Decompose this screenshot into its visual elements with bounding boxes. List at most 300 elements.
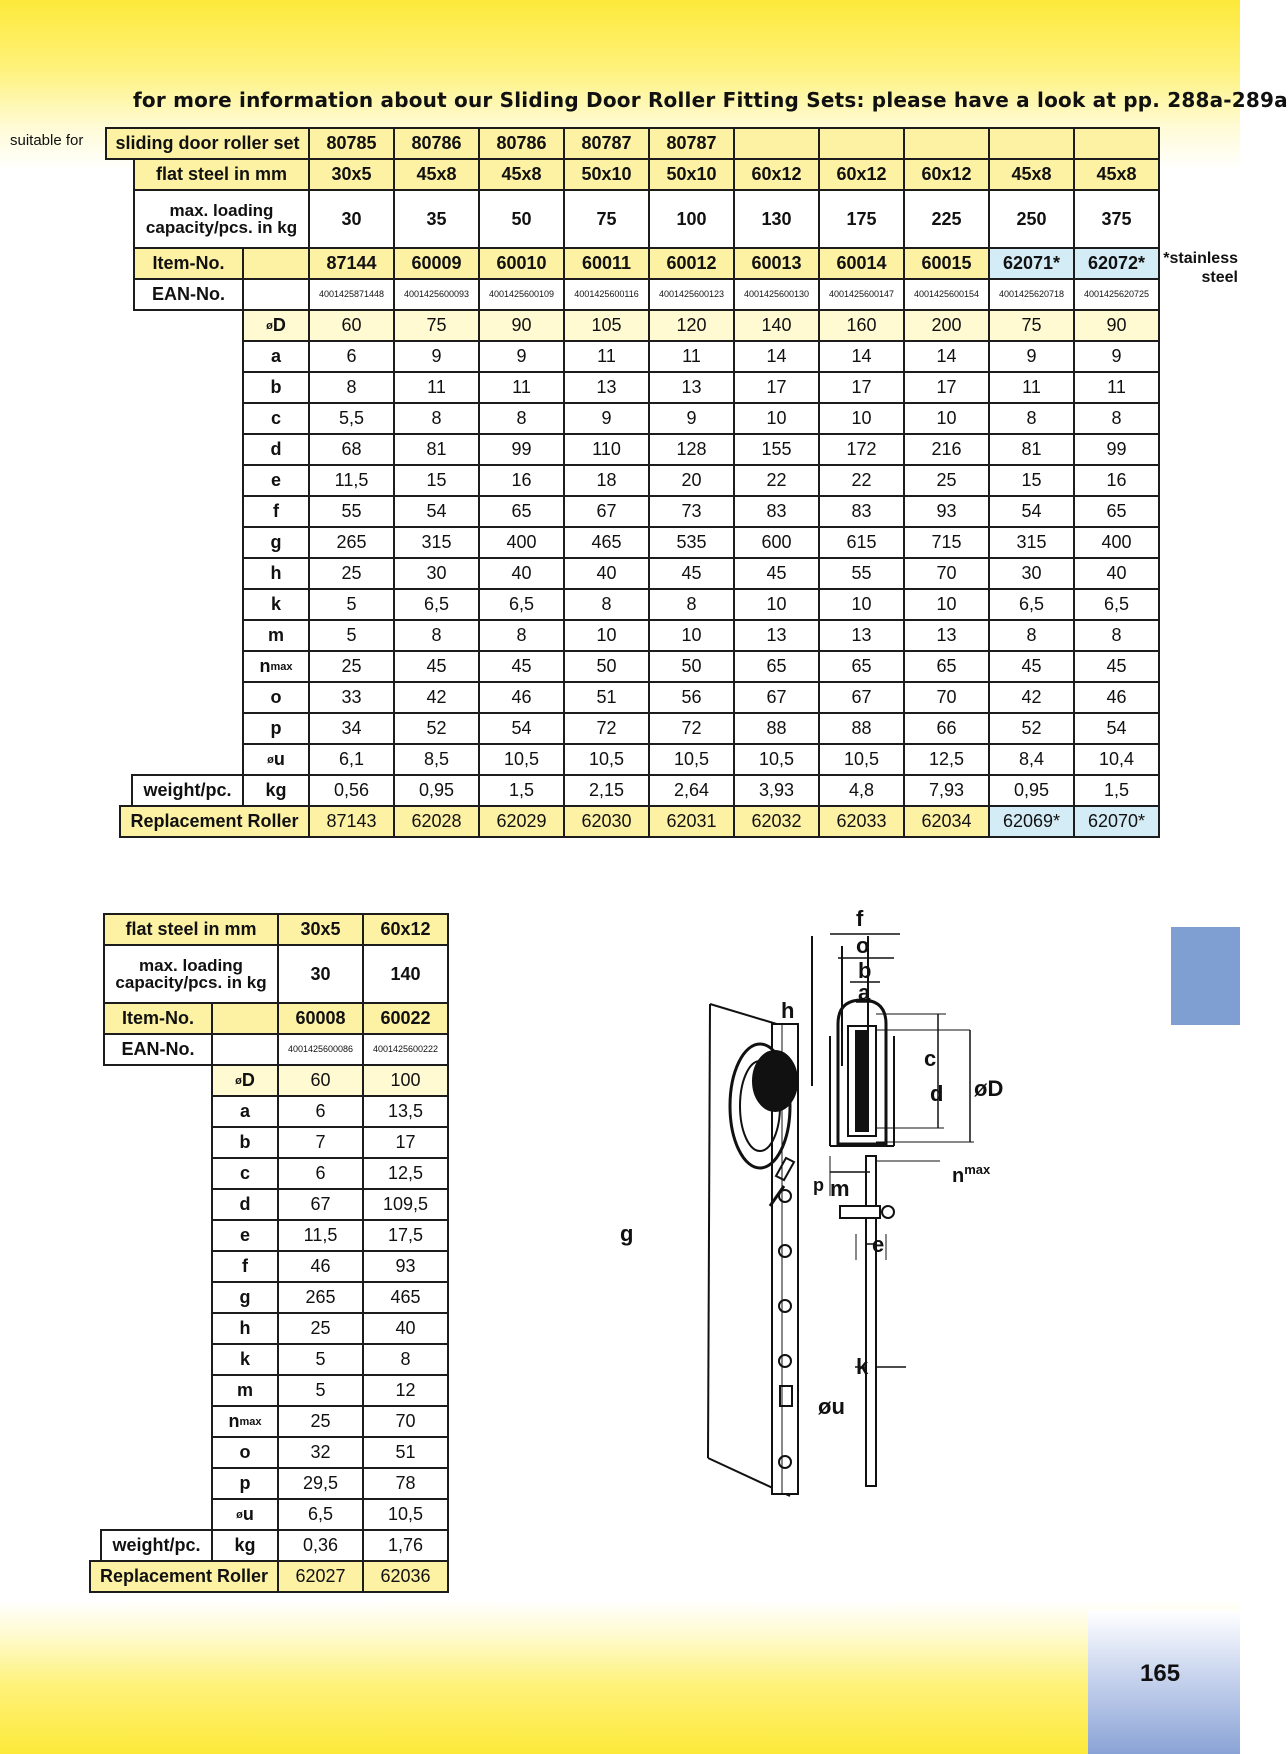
dimension-value: 40 (478, 557, 565, 590)
weight-value: 1,5 (478, 774, 565, 807)
dimension-value: 46 (277, 1250, 364, 1283)
dimension-value: 172 (818, 433, 905, 466)
item-value: 60009 (393, 247, 480, 280)
dimension-value: 51 (362, 1436, 449, 1469)
dimension-value: 160 (818, 309, 905, 342)
dimension-value: 465 (362, 1281, 449, 1314)
dimension-value: 11 (478, 371, 565, 404)
dimension-value: 46 (478, 681, 565, 714)
dimension-value: 400 (478, 526, 565, 559)
dimension-value: 17,5 (362, 1219, 449, 1252)
dimension-value: 10 (818, 402, 905, 435)
repl-value: 62070* (1073, 805, 1160, 838)
dimension-value: 52 (988, 712, 1075, 745)
dimension-value: 9 (988, 340, 1075, 373)
row-label-kg: kg (211, 1529, 279, 1562)
weight-value: 0,36 (277, 1529, 364, 1562)
dimension-value: 10 (903, 588, 990, 621)
item-value: 60011 (563, 247, 650, 280)
dimension-value: 65 (733, 650, 820, 683)
page-headline: for more information about our Sliding Door Roller Fitting Sets: please have a look at pp. 288a-289a (133, 88, 1288, 112)
row-label-replacement-roller: Replacement Roller (89, 1560, 279, 1593)
weight-value: 0,95 (393, 774, 480, 807)
dimension-value: 5 (277, 1374, 364, 1407)
dimension-value: 100 (362, 1064, 449, 1097)
dimension-value: 16 (1073, 464, 1160, 497)
load-value: 50 (478, 189, 565, 249)
ean-value: 4001425600093 (393, 278, 480, 311)
plate-outline (708, 1004, 710, 1458)
dimension-value: 34 (308, 712, 395, 745)
dimension-value: 8,4 (988, 743, 1075, 776)
repl-value: 62036 (362, 1560, 449, 1593)
set-value (733, 127, 820, 160)
dimension-value: 5 (308, 588, 395, 621)
repl-value: 62030 (563, 805, 650, 838)
dimension-value: 6 (308, 340, 395, 373)
dimension-value: 65 (1073, 495, 1160, 528)
row-label-kg: kg (242, 774, 310, 807)
item-value: 87144 (308, 247, 395, 280)
repl-value: 62069* (988, 805, 1075, 838)
dimension-value: 22 (818, 464, 905, 497)
dimension-value: 6,5 (478, 588, 565, 621)
dimension-value: 17 (362, 1126, 449, 1159)
load-value: 35 (393, 189, 480, 249)
dimension-label-e: e (211, 1219, 279, 1252)
dimension-value: 14 (733, 340, 820, 373)
weight-value: 2,64 (648, 774, 735, 807)
dimension-value: 14 (818, 340, 905, 373)
dimension-value: 7 (277, 1126, 364, 1159)
ean-value: 4001425600123 (648, 278, 735, 311)
load-value: 140 (362, 944, 449, 1004)
set-value (818, 127, 905, 160)
dimension-value: 600 (733, 526, 820, 559)
label-u: øu (818, 1394, 845, 1419)
dimension-value: 10 (563, 619, 650, 652)
load-value: 100 (648, 189, 735, 249)
dimension-value: 109,5 (362, 1188, 449, 1221)
item-value: 60010 (478, 247, 565, 280)
dimension-value: 5 (277, 1343, 364, 1376)
dimension-value: 400 (1073, 526, 1160, 559)
weight-value: 4,8 (818, 774, 905, 807)
dimension-value: 45 (393, 650, 480, 683)
bottom-yellow-band (0, 1600, 1240, 1754)
dimension-value: 8 (393, 402, 480, 435)
row-label-flat-steel: flat steel in mm (103, 913, 279, 946)
flat-value: 45x8 (1073, 158, 1160, 191)
flat-value: 45x8 (478, 158, 565, 191)
dimension-value: 14 (903, 340, 990, 373)
dimension-value: 25 (903, 464, 990, 497)
dimension-label-o: o (211, 1436, 279, 1469)
load-value: 375 (1073, 189, 1160, 249)
flat-value: 50x10 (563, 158, 650, 191)
dimension-value: 22 (733, 464, 820, 497)
flat-value: 45x8 (393, 158, 480, 191)
item-value: 60022 (362, 1002, 449, 1035)
item-value: 62071* (988, 247, 1075, 280)
dimension-value: 54 (393, 495, 480, 528)
dimension-label-e: e (242, 464, 310, 497)
row-label-ean-no: EAN-No. (103, 1033, 213, 1066)
roller-dimension-diagram (620, 906, 1040, 1506)
dimension-value: 10,5 (648, 743, 735, 776)
dimension-value: 13,5 (362, 1095, 449, 1128)
dimension-value: 315 (988, 526, 1075, 559)
dimension-label-nmax: n max (242, 650, 310, 683)
repl-value: 62033 (818, 805, 905, 838)
flat-value: 60x12 (362, 913, 449, 946)
dimension-value: 75 (988, 309, 1075, 342)
dimension-value: 93 (362, 1250, 449, 1283)
dimension-value: 15 (393, 464, 480, 497)
dimension-value: 25 (277, 1312, 364, 1345)
dimension-value: 9 (648, 402, 735, 435)
set-value (988, 127, 1075, 160)
flat-value: 30x5 (277, 913, 364, 946)
load-value: 75 (563, 189, 650, 249)
ean-value: 4001425600116 (563, 278, 650, 311)
label-g: g (620, 1221, 634, 1246)
stainless-steel-note: *stainless steel (1163, 250, 1238, 286)
dimension-label-k: k (211, 1343, 279, 1376)
dimension-value: 9 (393, 340, 480, 373)
dimension-label-nmax: n max (211, 1405, 279, 1438)
dimension-value: 17 (903, 371, 990, 404)
dimension-value: 88 (818, 712, 905, 745)
repl-value: 87143 (308, 805, 395, 838)
dimension-label-h: h (211, 1312, 279, 1345)
ean-value: 4001425871448 (308, 278, 395, 311)
label-d: d (930, 1081, 944, 1106)
dimension-value: 70 (903, 681, 990, 714)
dimension-value: 30 (393, 557, 480, 590)
dimension-value: 65 (818, 650, 905, 683)
ean-value: 4001425620718 (988, 278, 1075, 311)
ean-value: 4001425600147 (818, 278, 905, 311)
label-o: o (856, 933, 870, 958)
set-value: 80787 (648, 127, 735, 160)
dimension-value: 11 (393, 371, 480, 404)
dimension-value: 128 (648, 433, 735, 466)
dimension-value: 81 (988, 433, 1075, 466)
dimension-value: 8 (362, 1343, 449, 1376)
row-label-ean-no: EAN-No. (133, 278, 244, 311)
dimension-value: 16 (478, 464, 565, 497)
row-label-item-no: Item-No. (103, 1002, 213, 1035)
dimension-value: 65 (903, 650, 990, 683)
item-value: 62072* (1073, 247, 1160, 280)
dimension-value: 13 (733, 619, 820, 652)
label-p: p (813, 1175, 824, 1195)
dimension-value: 75 (393, 309, 480, 342)
dimension-value: 13 (903, 619, 990, 652)
dimension-value: 93 (903, 495, 990, 528)
dimension-label-k: k (242, 588, 310, 621)
load-value: 175 (818, 189, 905, 249)
row-label-max-loading: max. loading capacity/pcs. in kg (133, 189, 310, 249)
load-value: 130 (733, 189, 820, 249)
weight-value: 1,76 (362, 1529, 449, 1562)
dimension-value: 20 (648, 464, 735, 497)
dimension-value: 140 (733, 309, 820, 342)
label-nmax: $n^{max}$ (952, 1162, 991, 1187)
dimension-label-h: h (242, 557, 310, 590)
dimension-value: 715 (903, 526, 990, 559)
dimension-value: 10,5 (818, 743, 905, 776)
dimension-value: 60 (308, 309, 395, 342)
row-label-spacer (211, 1002, 279, 1035)
dimension-value: 9 (1073, 340, 1160, 373)
set-value: 80786 (393, 127, 480, 160)
weight-value: 0,56 (308, 774, 395, 807)
item-value: 60012 (648, 247, 735, 280)
dimension-label-øu: ø u (211, 1498, 279, 1531)
dimension-value: 5,5 (308, 402, 395, 435)
item-value: 60013 (733, 247, 820, 280)
row-label-roller-set: sliding door roller set (105, 127, 310, 160)
dimension-value: 216 (903, 433, 990, 466)
repl-value: 62028 (393, 805, 480, 838)
dimension-value: 40 (1073, 557, 1160, 590)
ean-value: 4001425600086 (277, 1033, 364, 1066)
dimension-value: 6,5 (1073, 588, 1160, 621)
dimension-value: 18 (563, 464, 650, 497)
load-value: 250 (988, 189, 1075, 249)
flat-value: 45x8 (988, 158, 1075, 191)
dimension-value: 13 (563, 371, 650, 404)
row-label-spacer (242, 247, 310, 280)
dimension-value: 73 (648, 495, 735, 528)
dimension-value: 10 (648, 619, 735, 652)
dimension-value: 10,5 (563, 743, 650, 776)
dimension-value: 8 (648, 588, 735, 621)
dimension-value: 67 (277, 1188, 364, 1221)
flat-value: 60x12 (818, 158, 905, 191)
dimension-label-m: m (211, 1374, 279, 1407)
dimension-value: 10,5 (362, 1498, 449, 1531)
dimension-value: 6,5 (393, 588, 480, 621)
row-label-item-no: Item-No. (133, 247, 244, 280)
dimension-value: 90 (478, 309, 565, 342)
dimension-value: 60 (277, 1064, 364, 1097)
repl-value: 62032 (733, 805, 820, 838)
dimension-value: 265 (308, 526, 395, 559)
dimension-value: 8 (563, 588, 650, 621)
dimension-value: 32 (277, 1436, 364, 1469)
dimension-value: 105 (563, 309, 650, 342)
dimension-value: 535 (648, 526, 735, 559)
dimension-label-a: a (211, 1095, 279, 1128)
dimension-value: 67 (818, 681, 905, 714)
row-label-replacement-roller: Replacement Roller (119, 805, 310, 838)
row-label-max-loading: max. loading capacity/pcs. in kg (103, 944, 279, 1004)
label-m: m (830, 1176, 850, 1201)
weight-value: 1,5 (1073, 774, 1160, 807)
dimension-label-øD: ø D (242, 309, 310, 342)
ean-value: 4001425600154 (903, 278, 990, 311)
dimension-value: 83 (818, 495, 905, 528)
dimension-value: 50 (563, 650, 650, 683)
label-D: øD (974, 1076, 1004, 1101)
dimension-label-f: f (242, 495, 310, 528)
dimension-value: 54 (1073, 712, 1160, 745)
dimension-value: 265 (277, 1281, 364, 1314)
dimension-value: 6 (277, 1157, 364, 1190)
label-k: k (856, 1354, 869, 1379)
set-value (903, 127, 990, 160)
repl-value: 62031 (648, 805, 735, 838)
flat-value: 50x10 (648, 158, 735, 191)
dimension-value: 72 (648, 712, 735, 745)
dimension-value: 90 (1073, 309, 1160, 342)
row-label-weight: weight/pc. (100, 1529, 213, 1562)
dimension-value: 42 (988, 681, 1075, 714)
dimension-value: 615 (818, 526, 905, 559)
page-number: 165 (1140, 1660, 1181, 1687)
dimension-value: 8,5 (393, 743, 480, 776)
dimension-label-g: g (211, 1281, 279, 1314)
dimension-value: 11 (1073, 371, 1160, 404)
dimension-value: 10,5 (478, 743, 565, 776)
dimension-value: 13 (818, 619, 905, 652)
dimension-value: 55 (308, 495, 395, 528)
label-f: f (856, 906, 864, 931)
dimension-value: 11,5 (277, 1219, 364, 1252)
dimension-label-c: c (242, 402, 310, 435)
ean-value: 4001425600222 (362, 1033, 449, 1066)
dimension-value: 200 (903, 309, 990, 342)
repl-value: 62027 (277, 1560, 364, 1593)
dimension-value: 25 (308, 650, 395, 683)
dimension-value: 55 (818, 557, 905, 590)
repl-value: 62034 (903, 805, 990, 838)
dimension-value: 99 (478, 433, 565, 466)
ean-value: 4001425600130 (733, 278, 820, 311)
dimension-value: 78 (362, 1467, 449, 1500)
dimension-value: 11 (563, 340, 650, 373)
dimension-value: 45 (733, 557, 820, 590)
dimension-label-b: b (242, 371, 310, 404)
flat-value: 60x12 (733, 158, 820, 191)
set-value: 80785 (308, 127, 395, 160)
item-value: 60014 (818, 247, 905, 280)
dimension-value: 9 (478, 340, 565, 373)
dimension-value: 10 (733, 588, 820, 621)
dimension-value: 12 (362, 1374, 449, 1407)
row-label-flat-steel: flat steel in mm (133, 158, 310, 191)
dimension-value: 25 (277, 1405, 364, 1438)
dimension-value: 6,1 (308, 743, 395, 776)
ean-value: 4001425600109 (478, 278, 565, 311)
dimension-value: 120 (648, 309, 735, 342)
dimension-value: 72 (563, 712, 650, 745)
dimension-value: 30 (988, 557, 1075, 590)
label-a: a (858, 980, 871, 1005)
weight-value: 2,15 (563, 774, 650, 807)
load-value: 30 (277, 944, 364, 1004)
ean-value: 4001425620725 (1073, 278, 1160, 311)
dimension-value: 45 (1073, 650, 1160, 683)
dimension-value: 8 (1073, 619, 1160, 652)
dimension-value: 65 (478, 495, 565, 528)
dimension-label-m: m (242, 619, 310, 652)
dimension-value: 8 (1073, 402, 1160, 435)
dimension-value: 51 (563, 681, 650, 714)
dimension-value: 56 (648, 681, 735, 714)
repl-value: 62029 (478, 805, 565, 838)
dimension-value: 50 (648, 650, 735, 683)
dimension-value: 99 (1073, 433, 1160, 466)
load-value: 225 (903, 189, 990, 249)
dimension-value: 70 (362, 1405, 449, 1438)
set-value: 80787 (563, 127, 650, 160)
weight-value: 7,93 (903, 774, 990, 807)
dimension-label-d: d (211, 1188, 279, 1221)
row-label-spacer (242, 278, 310, 311)
dimension-value: 81 (393, 433, 480, 466)
side-tab-marker (1171, 927, 1240, 1025)
dimension-value: 10 (903, 402, 990, 435)
dimension-value: 15 (988, 464, 1075, 497)
dimension-value: 45 (988, 650, 1075, 683)
dimension-value: 8 (478, 402, 565, 435)
weight-value: 0,95 (988, 774, 1075, 807)
dimension-value: 68 (308, 433, 395, 466)
dimension-value: 67 (563, 495, 650, 528)
dimension-value: 70 (903, 557, 990, 590)
dimension-value: 11 (648, 340, 735, 373)
item-value: 60008 (277, 1002, 364, 1035)
dimension-value: 10,4 (1073, 743, 1160, 776)
dimension-value: 110 (563, 433, 650, 466)
item-value: 60015 (903, 247, 990, 280)
dimension-label-c: c (211, 1157, 279, 1190)
dimension-value: 52 (393, 712, 480, 745)
dimension-label-b: b (211, 1126, 279, 1159)
dimension-value: 33 (308, 681, 395, 714)
dimension-label-d: d (242, 433, 310, 466)
dimension-value: 45 (648, 557, 735, 590)
label-e: e (872, 1232, 885, 1257)
dimension-value: 40 (362, 1312, 449, 1345)
dimension-label-p: p (242, 712, 310, 745)
label-h: h (781, 998, 795, 1023)
label-c: c (924, 1046, 937, 1071)
dimension-value: 8 (988, 402, 1075, 435)
dimension-label-o: o (242, 681, 310, 714)
dimension-value: 17 (818, 371, 905, 404)
dimension-value: 9 (563, 402, 650, 435)
dimension-value: 10 (733, 402, 820, 435)
dimension-value: 46 (1073, 681, 1160, 714)
dimension-value: 315 (393, 526, 480, 559)
dimension-label-g: g (242, 526, 310, 559)
set-value (1073, 127, 1160, 160)
dimension-value: 8 (308, 371, 395, 404)
dimension-label-a: a (242, 340, 310, 373)
flat-value: 30x5 (308, 158, 395, 191)
dimension-value: 25 (308, 557, 395, 590)
dimension-value: 42 (393, 681, 480, 714)
dimension-value: 29,5 (277, 1467, 364, 1500)
load-value: 30 (308, 189, 395, 249)
row-label-spacer (211, 1033, 279, 1066)
dimension-value: 6,5 (277, 1498, 364, 1531)
